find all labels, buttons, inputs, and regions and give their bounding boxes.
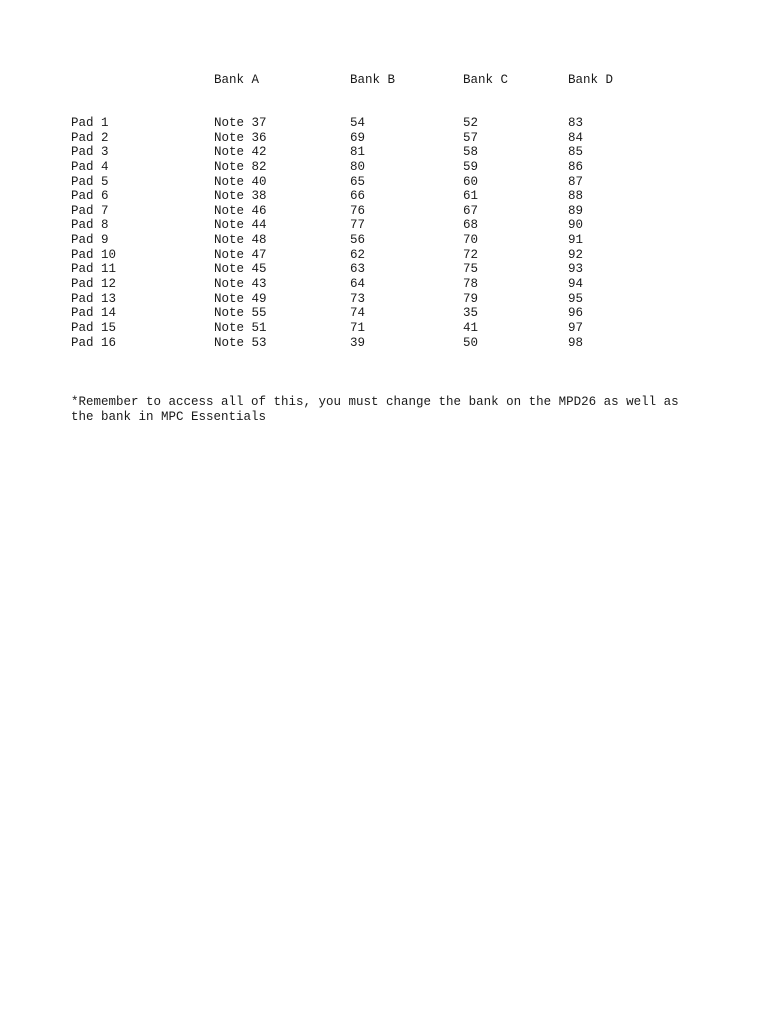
bank-a-value: Note 48 — [214, 233, 267, 248]
bank-c-value: 58 — [463, 145, 479, 160]
table-row — [0, 248, 768, 263]
bank-change-note — [71, 395, 711, 424]
bank-b-value: 56 — [350, 233, 366, 248]
bank-c-value: 79 — [463, 291, 479, 306]
bank-c-value: 50 — [463, 335, 479, 350]
bank-b-value: 80 — [350, 159, 366, 174]
pad-mapping-table — [0, 116, 768, 350]
pad-label: Pad 12 — [71, 277, 117, 292]
table-row — [0, 145, 768, 160]
bank-a-value: Note 40 — [214, 174, 267, 189]
bank-d-value: 94 — [568, 277, 584, 292]
bank-c-value: 68 — [463, 218, 479, 233]
bank-a-value: Note 47 — [214, 247, 267, 262]
bank-b-value: 62 — [350, 247, 366, 262]
bank-b-value: 76 — [350, 203, 366, 218]
note-line-1: *Remember to access all of this, you must change the bank on the MPD26 as well as — [71, 395, 679, 409]
table-row — [0, 175, 768, 190]
bank-b-value: 64 — [350, 277, 366, 292]
bank-d-value: 96 — [568, 306, 584, 321]
table-header-row — [0, 72, 768, 88]
bank-d-value: 83 — [568, 116, 584, 130]
bank-d-value: 93 — [568, 262, 584, 277]
pad-label: Pad 3 — [71, 145, 109, 160]
pad-label: Pad 14 — [71, 306, 117, 321]
pad-label: Pad 5 — [71, 174, 109, 189]
bank-d-value: 90 — [568, 218, 584, 233]
table-row — [0, 204, 768, 219]
table-row — [0, 321, 768, 336]
bank-b-value: 39 — [350, 335, 366, 350]
bank-c-value: 78 — [463, 277, 479, 292]
bank-c-value: 60 — [463, 174, 479, 189]
bank-b-value: 73 — [350, 291, 366, 306]
bank-b-value: 81 — [350, 145, 366, 160]
bank-d-value: 95 — [568, 291, 584, 306]
table-row — [0, 262, 768, 277]
bank-a-value: Note 46 — [214, 203, 267, 218]
bank-b-value: 63 — [350, 262, 366, 277]
bank-a-value: Note 45 — [214, 262, 267, 277]
bank-a-value: Note 82 — [214, 159, 267, 174]
header-bank-c: Bank C — [463, 73, 509, 87]
bank-c-value: 52 — [463, 116, 479, 130]
bank-a-value: Note 36 — [214, 130, 267, 145]
pad-label: Pad 6 — [71, 189, 109, 204]
table-row — [0, 131, 768, 146]
header-bank-a: Bank A — [214, 73, 260, 87]
pad-label: Pad 9 — [71, 233, 109, 248]
bank-a-value: Note 37 — [214, 116, 267, 130]
bank-b-value: 71 — [350, 320, 366, 335]
table-row — [0, 306, 768, 321]
table-row — [0, 218, 768, 233]
header-bank-d: Bank D — [568, 73, 614, 87]
bank-a-value: Note 55 — [214, 306, 267, 321]
bank-d-value: 91 — [568, 233, 584, 248]
bank-c-value: 67 — [463, 203, 479, 218]
pad-label: Pad 8 — [71, 218, 109, 233]
bank-d-value: 92 — [568, 247, 584, 262]
bank-d-value: 87 — [568, 174, 584, 189]
bank-d-value: 89 — [568, 203, 584, 218]
bank-c-value: 75 — [463, 262, 479, 277]
bank-a-value: Note 43 — [214, 277, 267, 292]
bank-b-value: 74 — [350, 306, 366, 321]
bank-d-value: 98 — [568, 335, 584, 350]
pad-label: Pad 10 — [71, 247, 117, 262]
table-row — [0, 292, 768, 307]
bank-c-value: 70 — [463, 233, 479, 248]
table-row — [0, 116, 768, 131]
bank-b-value: 66 — [350, 189, 366, 204]
bank-a-value: Note 38 — [214, 189, 267, 204]
bank-d-value: 85 — [568, 145, 584, 160]
bank-a-value: Note 51 — [214, 320, 267, 335]
bank-d-value: 88 — [568, 189, 584, 204]
bank-d-value: 84 — [568, 130, 584, 145]
table-row — [0, 233, 768, 248]
bank-d-value: 86 — [568, 159, 584, 174]
bank-a-value: Note 42 — [214, 145, 267, 160]
bank-a-value: Note 53 — [214, 335, 267, 350]
table-row — [0, 277, 768, 292]
bank-c-value: 57 — [463, 130, 479, 145]
bank-a-value: Note 44 — [214, 218, 267, 233]
bank-b-value: 65 — [350, 174, 366, 189]
pad-label: Pad 7 — [71, 203, 109, 218]
bank-c-value: 35 — [463, 306, 479, 321]
table-row — [0, 189, 768, 204]
bank-d-value: 97 — [568, 320, 584, 335]
bank-b-value: 77 — [350, 218, 366, 233]
pad-label: Pad 15 — [71, 320, 117, 335]
pad-label: Pad 11 — [71, 262, 117, 277]
bank-a-value: Note 49 — [214, 291, 267, 306]
table-row — [0, 336, 768, 351]
bank-c-value: 41 — [463, 320, 479, 335]
pad-label: Pad 13 — [71, 291, 117, 306]
bank-c-value: 72 — [463, 247, 479, 262]
pad-label: Pad 2 — [71, 130, 109, 145]
note-line-2: the bank in MPC Essentials — [71, 409, 267, 424]
bank-b-value: 69 — [350, 130, 366, 145]
bank-c-value: 61 — [463, 189, 479, 204]
bank-b-value: 54 — [350, 116, 366, 130]
header-bank-b: Bank B — [350, 73, 396, 87]
table-row — [0, 160, 768, 175]
bank-c-value: 59 — [463, 159, 479, 174]
pad-label: Pad 16 — [71, 335, 117, 350]
pad-label: Pad 1 — [71, 116, 109, 130]
pad-label: Pad 4 — [71, 159, 109, 174]
